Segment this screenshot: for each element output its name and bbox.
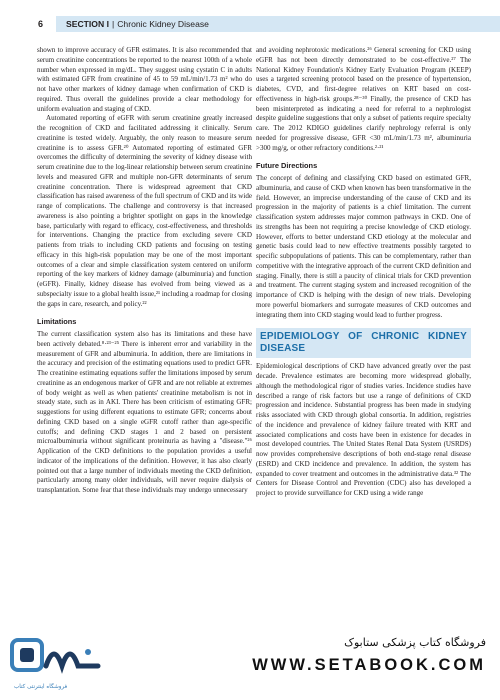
page-number: 6 — [38, 19, 44, 29]
section-label: SECTION I — [66, 19, 109, 29]
limitations-heading: Limitations — [37, 317, 77, 327]
paragraph: and avoiding nephrotoxic medications.²⁶ General screening for CKD using eGFR has not been directly demonstrated to be cost-effective.²⁷ The National Kidney Foundation's Kidney Early Evaluation Program (KEEP) uses a targeted screening protocol based on the presence of hypertension, diabetes, CVD, and first-degree relatives on KRT based on cost-effectiveness in high-risk groups.²⁸⁻³⁰ Finally, the presence of CKD has been misinterpreted as indicating a need for referral to a nephrologist despite guideline suggestions that only a subset of patients require specialty care. The 2012 KDIGO guidelines clarify nephrology referral is only needed for progressive disease, GFR <30 mL/min/1.73 m², albuminuria >300 mg/g, or other refractory conditions.²·²¹ — [256, 46, 471, 152]
future-directions-heading: Future Directions — [256, 161, 318, 171]
right-column — [256, 46, 471, 499]
setabook-logo-icon — [10, 632, 102, 684]
store-url: WWW.SETABOOK.COM — [252, 656, 486, 674]
divider: | — [111, 19, 115, 29]
paragraph: Epidemiological descriptions of CKD have advanced greatly over the past decade. Prevalence estimates are becoming more widespread globally, although the methodological rigor of studies varies. Incidence studies have described a range of risk factors but use a range of definitions of CKD progression and incidence. Substantial progress has been made in studying risks associated with CKD through global consortia. In addition, registries of the incidence and prevalence of kidney failure treated with KRT and associated complications and costs have been in existence for decades in most developed countries. The United States Renal Data System (USRDS) now provides comprehensive descriptions of both end-stage renal disease (ESRD) and CKD incidence and prevalence. In addition, the system has expanded to cover treatment and outcomes in the administrative data.³² The Centers for Disease Control and Prevention (CDC) also has developed a project to provide surveillance for CKD using a wide range — [256, 362, 471, 497]
page-header — [0, 0, 500, 34]
chapter-title: Chronic Kidney Disease — [117, 19, 209, 29]
left-column — [37, 46, 252, 496]
paragraph: The current classification system also has its limitations and these have been actively debated.⁸·²³⁻²⁵ There is inherent error and variability in the measurement of GFR and albuminuria. In addition, there are limitations in the accuracy and precision of the estimating equations used to predict GFR. The creatinine estimating equations suffer the limitations imposed by serum creatinine as an endogenous marker of GFR and are not reliable at extremes of body weight as well as when patients' creatinine metabolism is not in steady state, such as in AKI. There has been criticism of estimating GFR; suggestions for using different equations to estimate GFR; concerns about defining CKD based on a single eGFR cutoff rather than age-specific cutoffs; and defining CKD stages 1 and 2 based on persistent microalbuminuria without significant proteinuria as having a "disease."²⁶ Application of the CKD definitions to the population provides a useful indicator of the implications of the definition. However, it has also clearly pointed out that a large number of individuals meeting the CKD definition, particularly among many older individuals, will never require dialysis or transplantation. Some fear that these individuals may undergo unnecessary — [37, 330, 252, 494]
paragraph: shown to improve accuracy of GFR estimates. It is also recommended that serum creatinine concentrations be reported to the nearest 100th of a whole number when expressed in mg/dL. They suggest using cystatin C in adults with estimated GFR from creatinine of 45 to 59 mL/min/1.73 m² who do not have other markers of kidney damage when confirmation of CKD is required. Thus overall the guidelines provide a clear methodology for uniform evaluation and staging of CKD. — [37, 46, 252, 113]
paragraph: The concept of defining and classifying CKD based on estimated GFR, albuminuria, and cause of CKD when known has been transformative in the field. However, an imprecise understanding of the cause of CKD and its progression in the majority of patients is a chief limitation. The current classification system addresses major common pathways in CKD. One of its strengths has been not requiring a precise knowledge of CKD etiology. However, efforts to better understand CKD etiology at the molecular and genetic basis could lead to new effective treatments possibly targeted to specific subpopulations of patients. This can be complementary, rather than competitive with the integrative approach of the current CKD definition and staging. Finally, there is still a paucity of clinical trials for CKD prevention and treatment. The current staging system and increased recognition of the importance of CKD is helping with the design of new trials. Developing more powerful biomarkers and surrogate measures of CKD outcomes and integrating them into CKD staging would lead to further progress. — [256, 174, 471, 319]
paragraph: Automated reporting of eGFR with serum creatinine greatly increased the recognition of CKD and facilitated addressing it clinically. Serum creatinine is tested widely. Arguably, the only reason to measure serum creatinine is to assess GFR.²⁰ Automated reporting of estimated GFR overcomes the difficulty of determining the severity of kidney disease with serum creatinine due to the log-linear relationship between serum creatinine levels and measured GFR and multiple non-GFR determinants of serum creatinine concentration. There is widespread agreement that CKD classification has raised awareness of the full spectrum of CKD and its wide range of complications. The challenge and controversy is that increased awareness is also pointing a brighter spotlight on gaps in the knowledge base, particularly with regard to efficacy, cost-effectiveness, and thresholds for interventions. Changing the practice from excluding severe CKD patients from trials to including CKD patients and focusing on testing efficacy in this high-risk population may be one of the most important outcomes of a clear and simple classification system centered on uniform reporting of the key markers of kidney damage (albuminuria) and function (eGFR). Finally, kidney disease has evolved from being viewed as a subspecialty issue to a global health issue,²¹ including a roadmap for closing the gaps in care, research, and policy.²² — [37, 114, 252, 308]
store-name: فروشگاه کتاب پزشکی ستابوک — [344, 636, 486, 649]
running-head — [66, 19, 209, 29]
logo-subtext: فروشگاه اینترنتی کتاب — [14, 684, 68, 690]
epidemiology-heading: EPIDEMIOLOGY OF CHRONIC KIDNEY DISEASE — [256, 328, 471, 358]
